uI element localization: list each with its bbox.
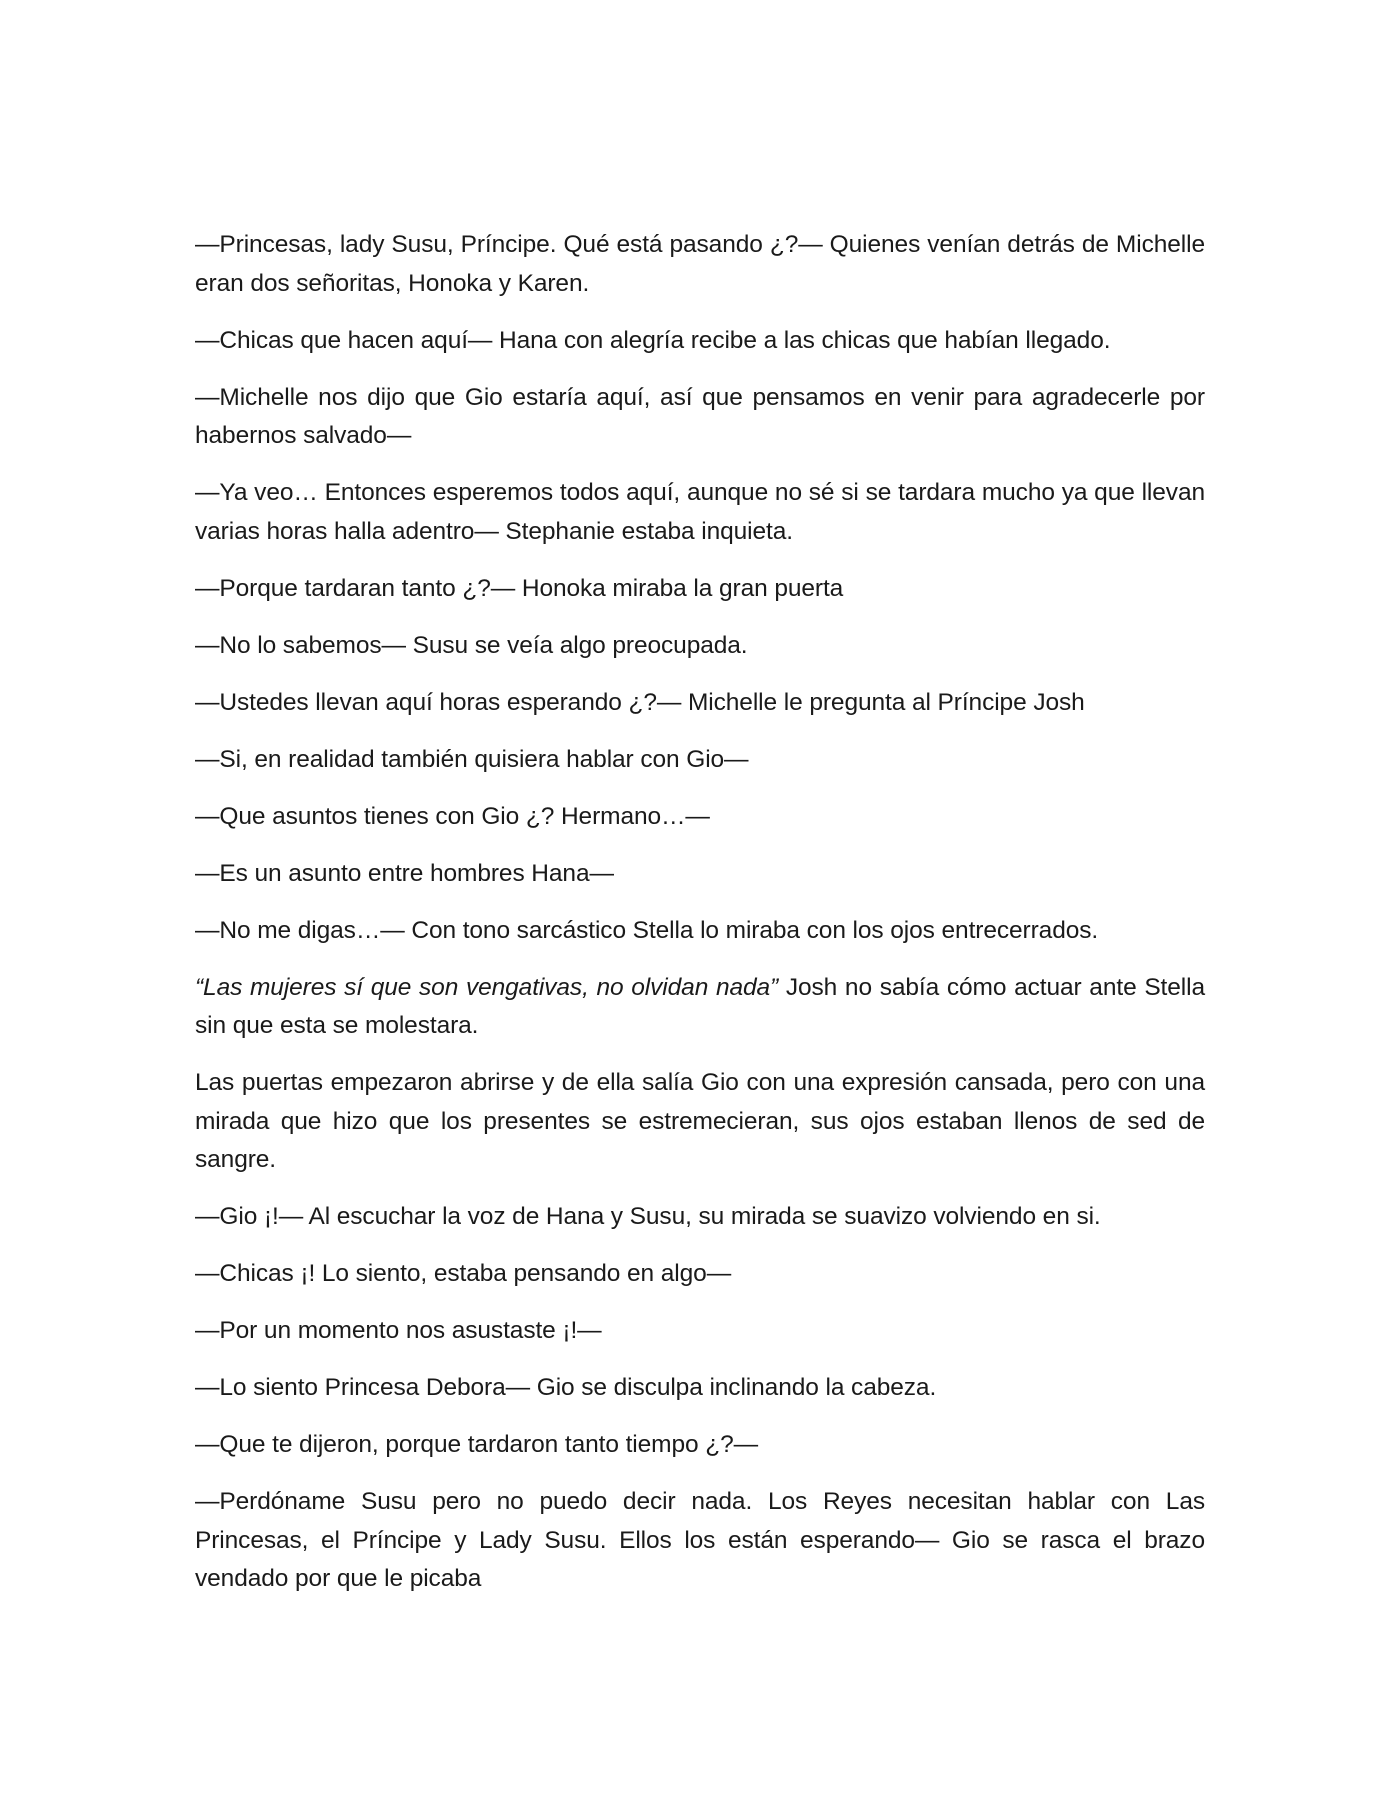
paragraph: —No lo sabemos— Susu se veía algo preocupada. [195, 631, 748, 659]
paragraph: —Princesas, lady Susu, Príncipe. Qué está pasando ¿?— Quienes venían detrás de Michelle eran dos señoritas, Honoka y Karen. [195, 231, 1205, 297]
paragraph: —Por un momento nos asustaste ¡!— [195, 1317, 602, 1344]
paragraph: —Chicas que hacen aquí— Hana con alegría recibe a las chicas que habían llegado. [195, 326, 1111, 354]
paragraph: —Lo siento Princesa Debora— Gio se disculpa inclinando la cabeza. [195, 1374, 937, 1401]
paragraph: —No me digas…— Con tono sarcástico Stella lo miraba con los ojos entrecerrados. [195, 916, 1099, 944]
italic-quote: “Las mujeres sí que son vengativas, no olvidan nada” [195, 973, 779, 1001]
paragraph: —Porque tardaran tanto ¿?— Honoka miraba la gran puerta [195, 574, 844, 602]
paragraph: —Michelle nos dijo que Gio estaría aquí, así que pensamos en venir para agradecerle por habernos salvado— [195, 383, 1205, 449]
paragraph: —Ya veo… Entonces esperemos todos aquí, aunque no sé si se tardara mucho ya que llevan varias horas halla adentro— Stephanie estaba inquieta. [195, 479, 1205, 545]
document-page [195, 226, 1205, 1617]
paragraph: —Que asuntos tienes con Gio ¿? Hermano…— [195, 802, 710, 830]
paragraph: —Que te dijeron, porque tardaron tanto tiempo ¿?— [195, 1431, 759, 1458]
paragraph: —Perdóname Susu pero no puedo decir nada. Los Reyes necesitan hablar con Las Princesas, el Príncipe y Lady Susu. Ellos los están esperando— Gio se rasca el brazo vendado por que le picaba [195, 1488, 1205, 1592]
italic-paragraph [195, 969, 1205, 1046]
paragraph: Las puertas empezaron abrirse y de ella salía Gio con una expresión cansada, pero con una mirada que hizo que los presentes se estremecieran, sus ojos estaban llenos de sed de sangre. [195, 1069, 1205, 1173]
paragraph: —Chicas ¡! Lo siento, estaba pensando en algo— [195, 1260, 732, 1287]
paragraph-rest: Josh no sabía cómo actuar ante Stella sin que esta se molestara. [195, 973, 1206, 1039]
paragraph: —Gio ¡!— Al escuchar la voz de Hana y Susu, su mirada se suavizo volviendo en si. [195, 1203, 1101, 1230]
paragraph: —Si, en realidad también quisiera hablar con Gio— [195, 745, 749, 773]
paragraph: —Ustedes llevan aquí horas esperando ¿?— Michelle le pregunta al Príncipe Josh [195, 688, 1085, 716]
paragraph: —Es un asunto entre hombres Hana— [195, 859, 614, 887]
